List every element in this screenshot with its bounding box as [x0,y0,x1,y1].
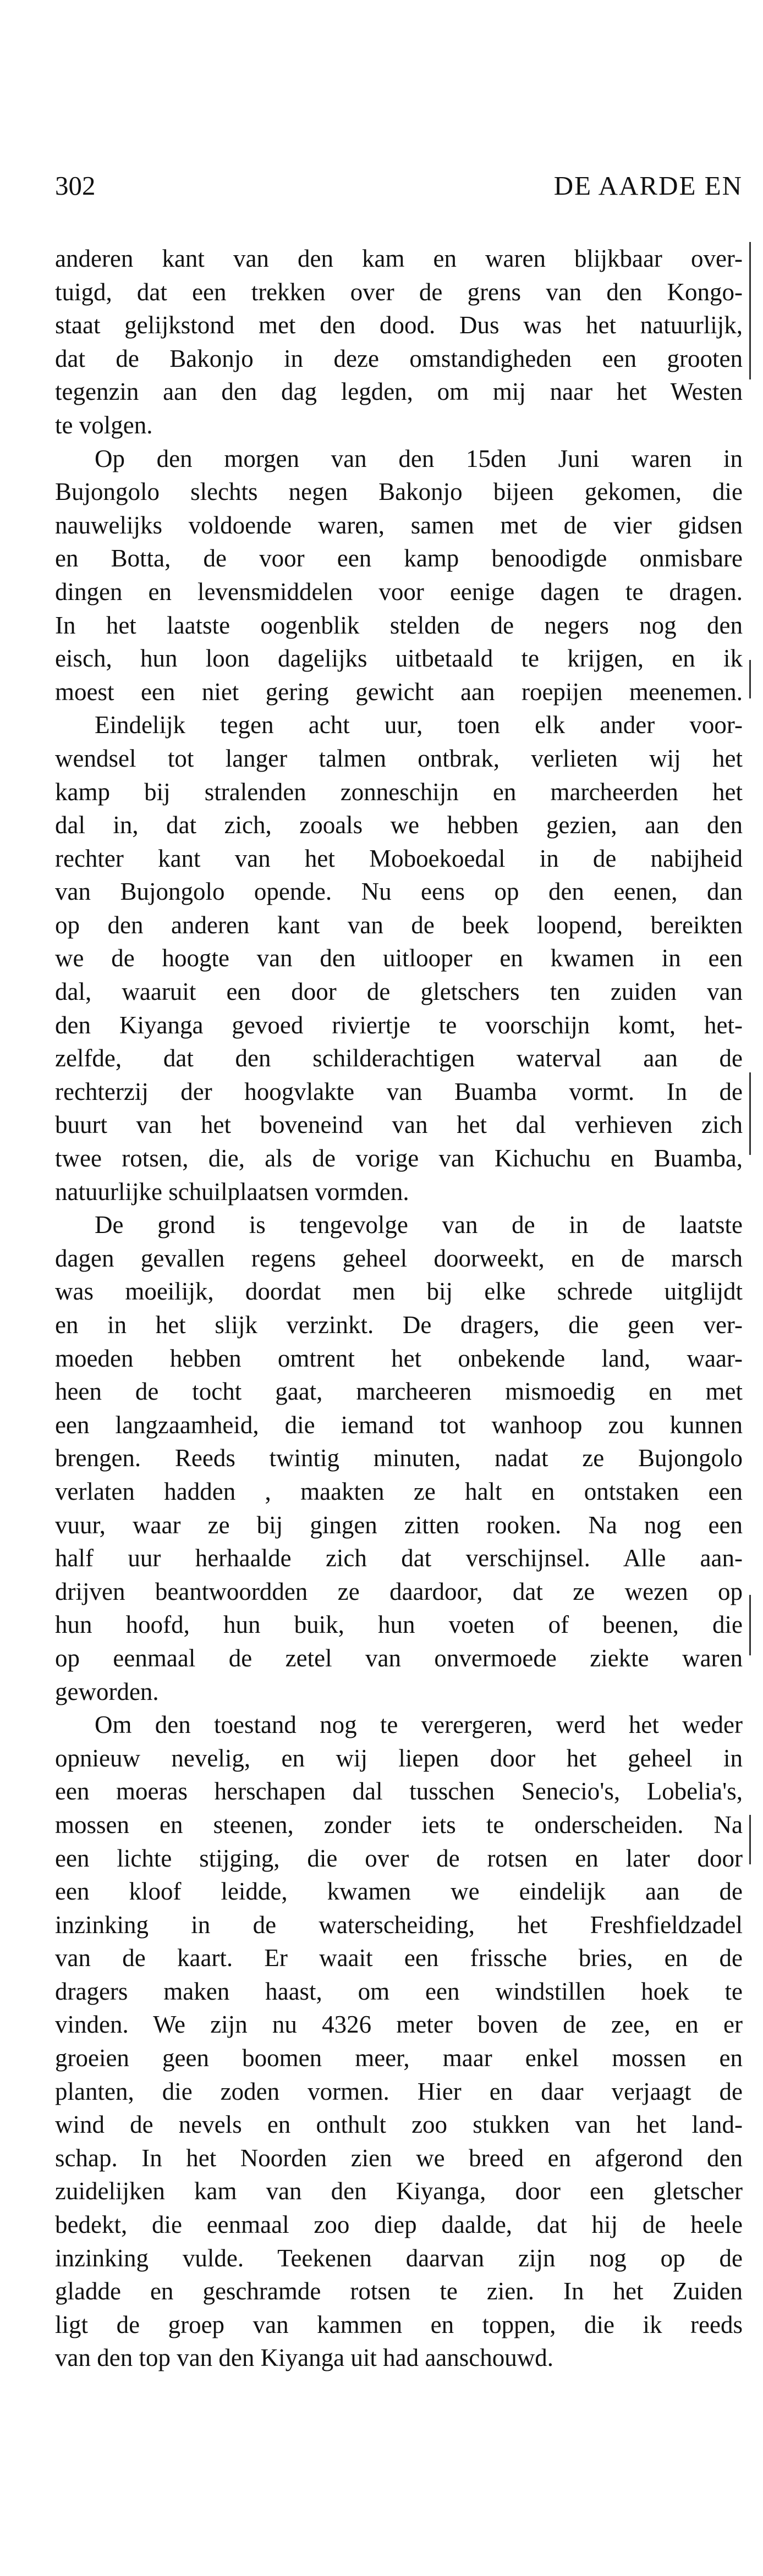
text-line: en in het slijk verzinkt. De dragers, die geen ver- [55,1311,743,1339]
text-line: Bujongolo slechts negen Bakonjo bijeen gekomen, die [55,478,743,506]
text-line: een kloof leidde, kwamen we eindelijk aan de [55,1878,743,1906]
text-line: geworden. [55,1677,159,1705]
margin-rule [749,660,751,698]
text-line: mossen en steenen, zonder iets te onderscheiden. Na [55,1810,743,1839]
text-line: hun hoofd, hun buik, hun voeten of beenen, die [55,1611,743,1639]
margin-rule [749,1815,751,1864]
text-line: zuidelijken kam van den Kiyanga, door een gletscher [55,2177,743,2205]
text-line: wendsel tot langer talmen ontbrak, verlieten wij het [55,744,743,772]
text-line: rechterzij der hoogvlakte van Buamba vormt. In de [55,1077,743,1105]
text-line: was moeilijk, doordat men bij elke schrede uitglijdt [55,1278,743,1306]
text-line: vinden. We zijn nu 4326 meter boven de zee, en er [55,2011,743,2039]
text-line: drijven beantwoordden ze daardoor, dat ze wezen op [55,1577,743,1605]
text-line: nauwelijks voldoende waren, samen met de vier gidsen [55,511,743,539]
text-line: tuigd, dat een trekken over de grens van den Kongo- [55,278,743,306]
text-line: wind de nevels en onthult zoo stukken van het land- [55,2111,743,2139]
text-line: dagen gevallen regens geheel doorweekt, en de marsch [55,1244,743,1272]
text-line: van Bujongolo opende. Nu eens op den eenen, dan [55,878,743,906]
text-line: bedekt, die eenmaal zoo diep daalde, dat hij de heele [55,2211,743,2239]
text-line: den Kiyanga gevoed riviertje te voorschijn komt, het- [55,1011,743,1039]
text-line: dragers maken haast, om een windstillen hoek te [55,1977,743,2005]
text-line: kamp bij stralenden zonneschijn en marcheerden het [55,778,743,806]
text-line: zelfde, dat den schilderachtigen waterval aan de [55,1044,743,1072]
text-line: brengen. Reeds twintig minuten, nadat ze Bujongolo [55,1444,743,1472]
text-line: verlaten hadden , maakten ze halt en ontstaken een [55,1477,743,1505]
text-line: dingen en levensmiddelen voor eenige dagen te dragen. [55,577,743,606]
text-line: we de hoogte van den uitlooper en kwamen in een [55,944,743,972]
text-line: groeien geen boomen meer, maar enkel mossen en [55,2044,743,2072]
paragraph-start-line: Eindelijk tegen acht uur, toen elk ander voor- [95,711,743,739]
text-line: inzinking in de waterscheiding, het Freshfieldzadel [55,1911,743,1939]
text-line: In het laatste oogenblik stelden de negers nog den [55,611,743,639]
text-line: opnieuw nevelig, en wij liepen door het geheel in [55,1744,743,1772]
text-line: twee rotsen, die, als de vorige van Kichuchu en Buamba, [55,1144,743,1173]
text-line: schap. In het Noorden zien we breed en afgerond den [55,2144,743,2172]
text-line: te volgen. [55,411,153,439]
text-line: buurt van het boveneind van het dal verhieven zich [55,1111,743,1139]
text-line: op eenmaal de zetel van onvermoede ziekte waren [55,1644,743,1672]
text-line: een moeras herschapen dal tusschen Senecio's, Lobelia's, [55,1777,743,1806]
page-number: 302 [55,170,96,201]
text-line: staat gelijkstond met den dood. Dus was het natuurlijk, [55,311,743,339]
text-line: een lichte stijging, die over de rotsen en later door [55,1844,743,1872]
text-line: dal in, dat zich, zooals we hebben gezien, aan den [55,811,743,839]
text-line: half uur herhaalde zich dat verschijnsel. Alle aan- [55,1544,743,1572]
text-line: een langzaamheid, die iemand tot wanhoop zou kunnen [55,1411,743,1439]
text-line: op den anderen kant van de beek loopend, bereikten [55,911,743,939]
paragraph-start-line: Op den morgen van den 15den Juni waren in [95,444,743,472]
text-line: dat de Bakonjo in deze omstandigheden een grooten [55,344,743,372]
text-line: inzinking vulde. Teekenen daarvan zijn nog op de [55,2244,743,2272]
margin-rule [749,1072,751,1155]
text-line: natuurlijke schuilplaatsen vormden. [55,1177,409,1206]
text-line: vuur, waar ze bij gingen zitten rooken. Na nog een [55,1511,743,1539]
text-line: dal, waaruit een door de gletschers ten zuiden van [55,978,743,1006]
text-line: eisch, hun loon dagelijks uitbetaald te krijgen, en ik [55,645,743,673]
text-line: planten, die zoden vormen. Hier en daar verjaagt de [55,2077,743,2105]
page-header [55,169,743,202]
margin-rule [749,242,751,379]
paragraph-start-line: De grond is tengevolge van de in de laatste [95,1211,743,1239]
paragraph-start-line: Om den toestand nog te verergeren, werd het weder [95,1711,743,1739]
text-line: anderen kant van den kam en waren blijkbaar over- [55,245,743,272]
text-line: van den top van den Kiyanga uit had aanschouwd. [55,2344,553,2372]
text-line: ligt de groep van kammen en toppen, die ik reeds [55,2310,743,2338]
text-line: rechter kant van het Moboekoedal in de nabijheid [55,844,743,872]
text-line: gladde en geschramde rotsen te zien. In het Zuiden [55,2277,743,2305]
margin-rule [749,1595,751,1655]
running-head: DE AARDE EN [553,170,743,201]
text-line: van de kaart. Er waait een frissche bries, en de [55,1944,743,1972]
text-line: en Botta, de voor een kamp benoodigde onmisbare [55,544,743,573]
body-text [55,242,743,2375]
text-line: tegenzin aan den dag legden, om mij naar het Westen [55,378,743,406]
text-line: moest een niet gering gewicht aan roepijen meenemen. [55,678,743,706]
text-line: heen de tocht gaat, marcheeren mismoedig en met [55,1378,743,1406]
text-line: moeden hebben omtrent het onbekende land, waar- [55,1344,743,1372]
